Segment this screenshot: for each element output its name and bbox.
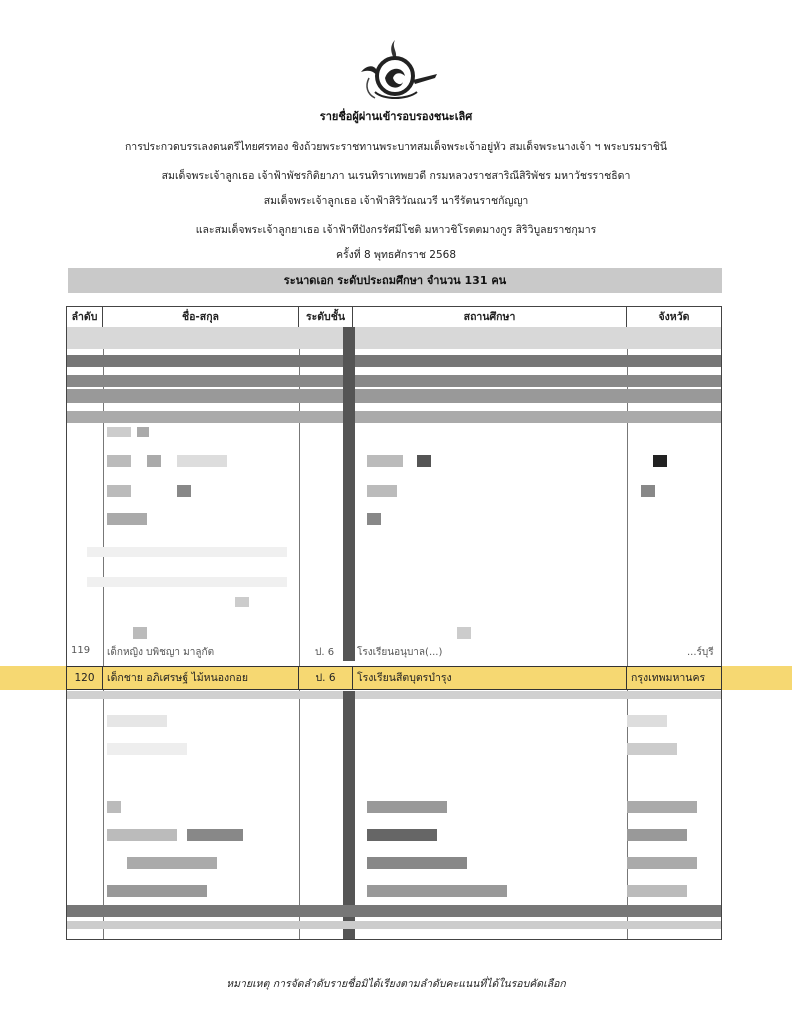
cell-school: โรงเรียนสีตบุตรบำรุง <box>353 667 627 689</box>
col-name: ชื่อ-สกุล <box>103 307 299 327</box>
header-line-2: สมเด็จพระเจ้าลูกเธอ เจ้าฟ้าพัชรกิติยาภา นเรนทิราเทพยวดี กรมหลวงราชสาริณีสิริพัชร มหาวัชรราชธิดา <box>161 170 631 182</box>
table-row[interactable] <box>66 666 722 690</box>
cell-province: กรุงเทพมหานคร <box>631 672 706 684</box>
table-row <box>67 641 721 663</box>
category-banner: ระนาดเอก ระดับประถมศึกษา จำนวน 131 คน <box>68 268 722 293</box>
cell-grade: ป. 6 <box>315 647 335 658</box>
cell-grade: ป. 6 <box>299 667 353 689</box>
royal-emblem-icon <box>355 36 439 108</box>
highlighted-row-band <box>0 666 792 690</box>
cell-school: โรงเรียนอนุบาล(...) <box>357 647 443 658</box>
col-school: สถานศึกษา <box>353 307 627 327</box>
cell-province: ...ร์บุรี <box>687 647 714 658</box>
footer-note: หมายเหตุ การจัดลำดับรายชื่อมิได้เรียงตามลำดับคะแนนที่ได้ในรอบคัดเลือก <box>226 978 566 990</box>
col-no: ลำดับ <box>67 307 103 327</box>
col-province: จังหวัด <box>658 311 690 323</box>
col-grade: ระดับชั้น <box>299 307 353 327</box>
cell-name: เด็กชาย อภิเศรษฐ์ ไม้หนองกอย <box>103 667 299 689</box>
redacted-rows-bottom <box>67 691 721 940</box>
redacted-rows-top <box>67 327 721 661</box>
table-header <box>67 307 721 328</box>
cell-name: เด็กหญิง บพิชญา มาลูกัต <box>107 647 215 658</box>
header-line-4: และสมเด็จพระเจ้าลูกยาเธอ เจ้าฟ้าทีปังกรรัศมีโชติ มหาวชิโรตตมางกูร สิริวิบูลยราชกุมาร <box>195 224 597 236</box>
page-title: รายชื่อผู้ผ่านเข้ารอบรองชนะเลิศ <box>319 110 473 123</box>
header-line-5: ครั้งที่ 8 พุทธศักราช 2568 <box>335 249 457 261</box>
header-line-3: สมเด็จพระเจ้าลูกเธอ เจ้าฟ้าสิริวัณณวรี นารีรัตนราชกัญญา <box>263 195 529 207</box>
results-table <box>66 306 722 940</box>
cell-no: 120 <box>67 667 103 689</box>
header-line-1: การประกวดบรรเลงดนตรีไทยศรทอง ชิงถ้วยพระราชทานพระบาทสมเด็จพระเจ้าอยู่หัว สมเด็จพระนางเจ้า ฯ พระบรมราชินี <box>124 141 668 153</box>
cell-no: 119 <box>71 645 91 656</box>
